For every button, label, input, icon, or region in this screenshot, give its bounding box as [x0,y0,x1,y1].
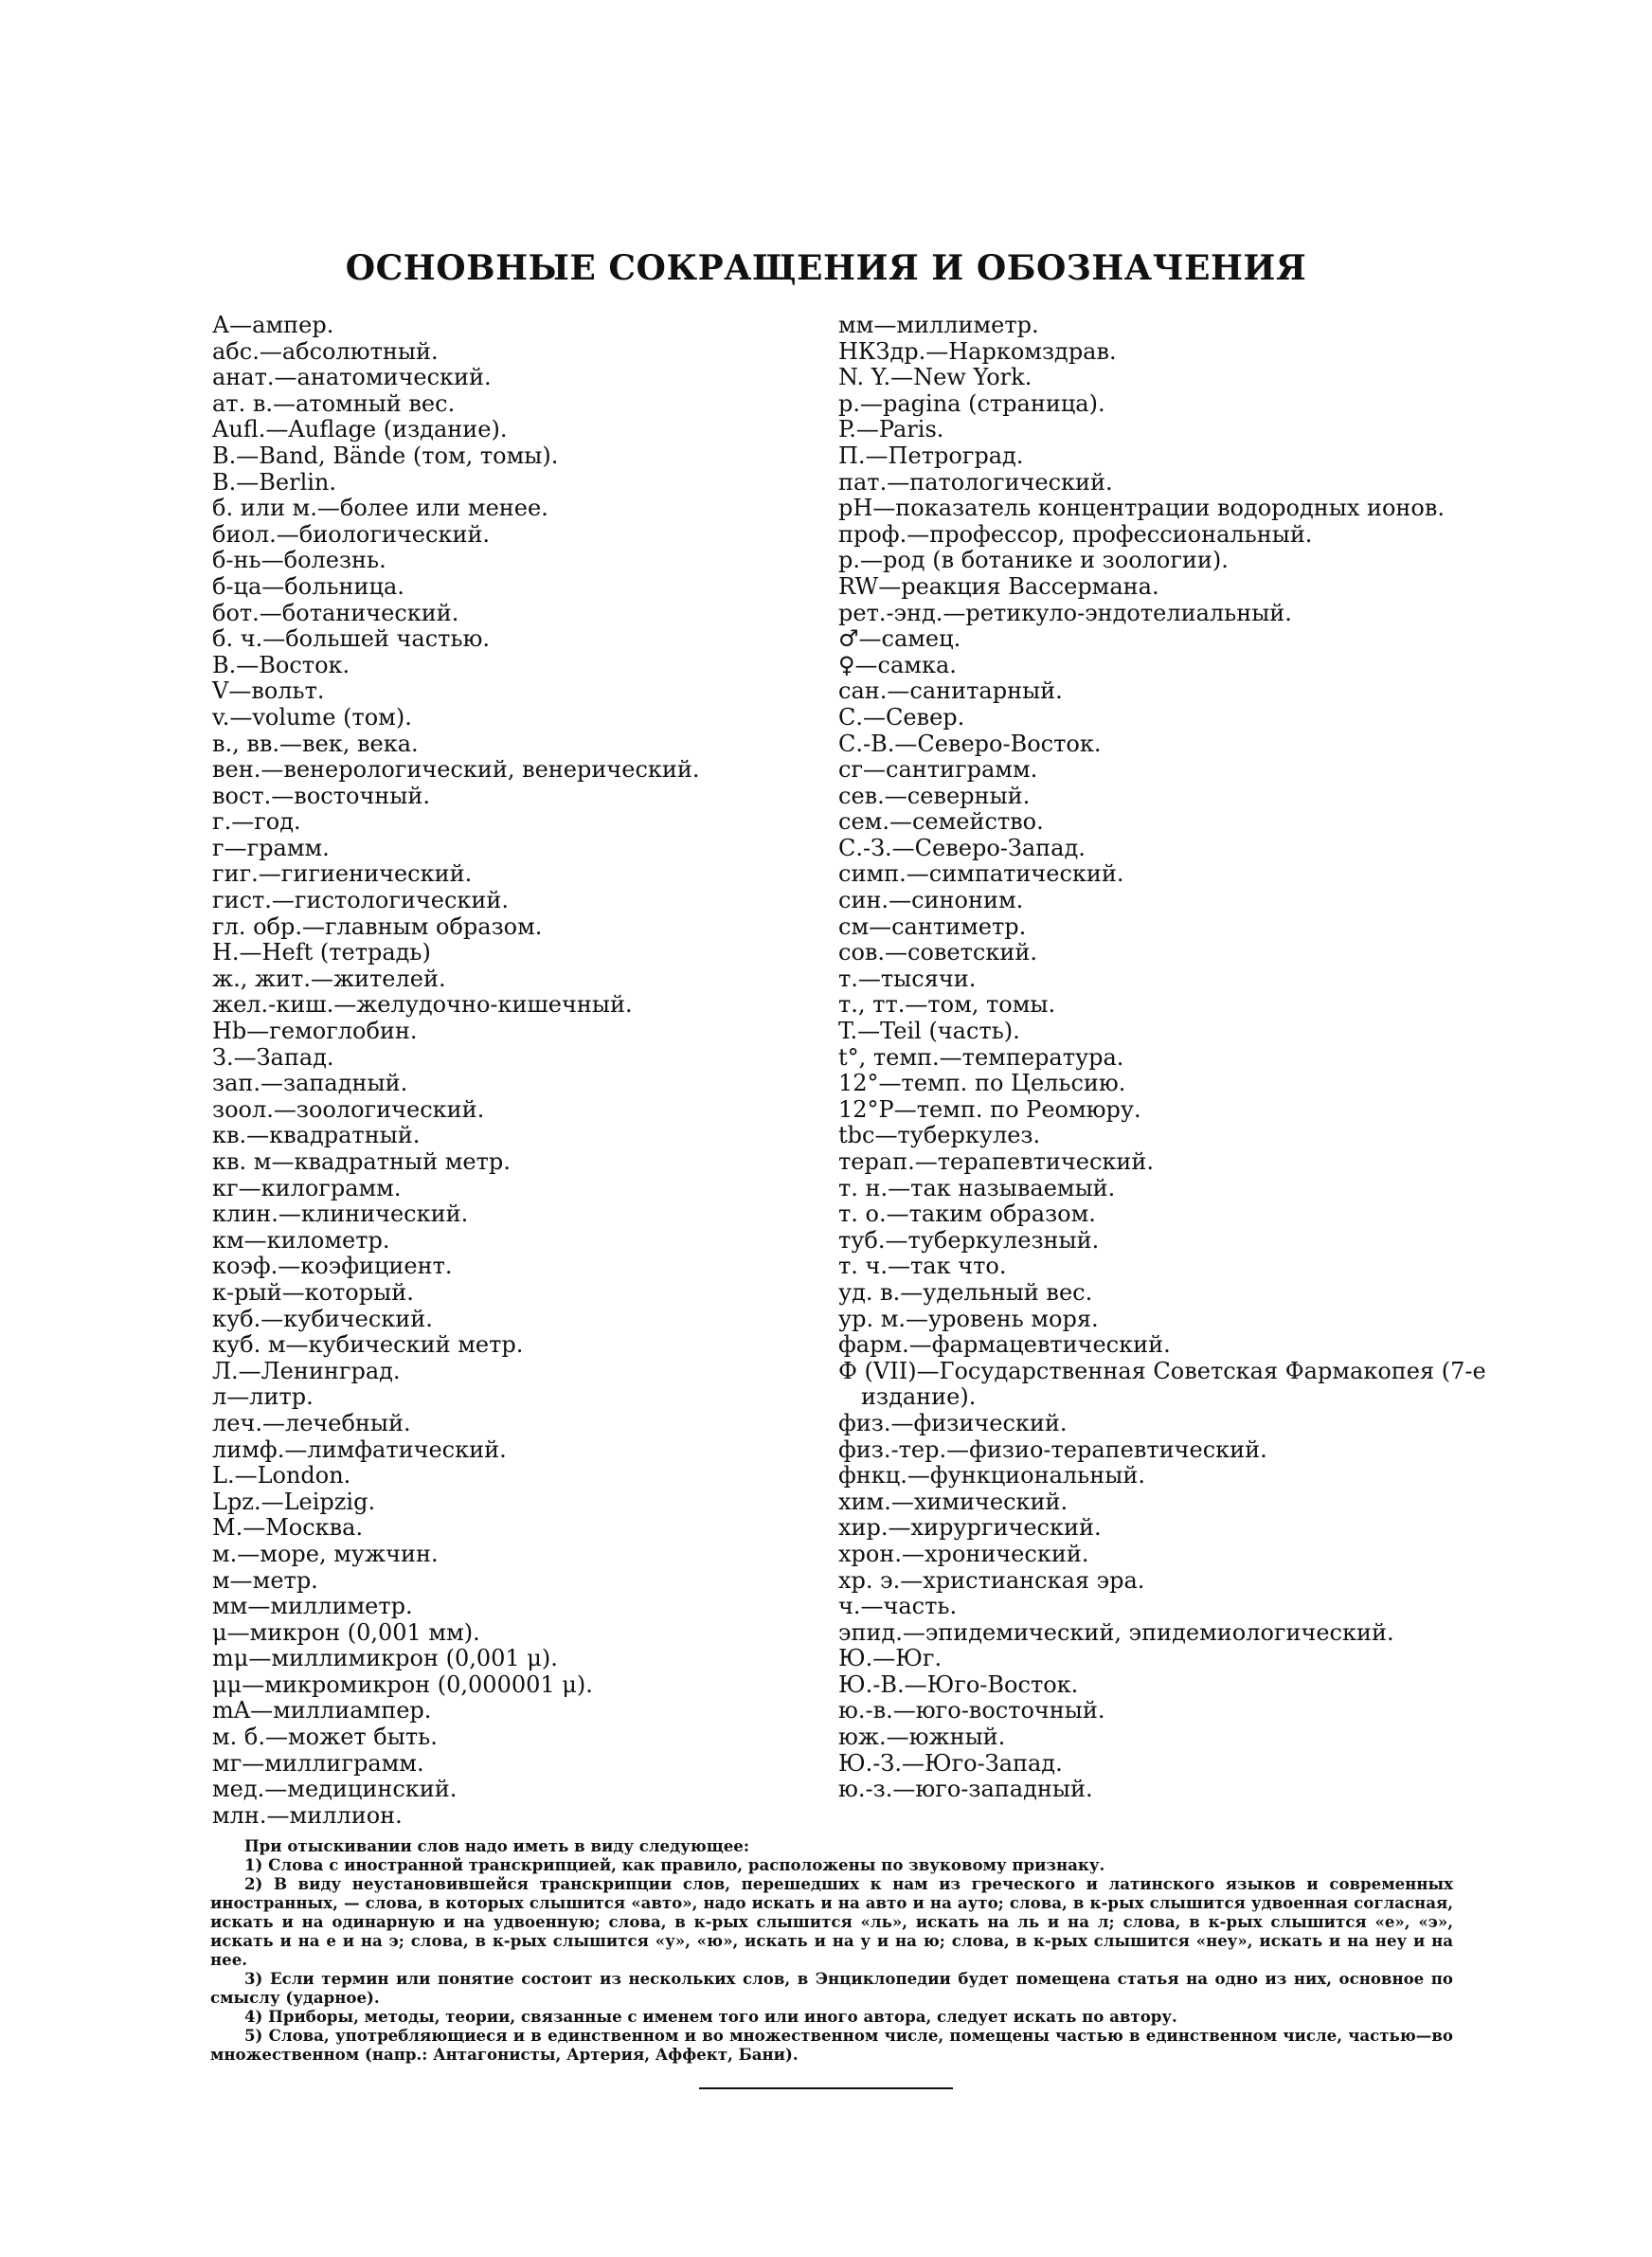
abbreviation-entry: т. ч.—так что. [838,1253,1007,1280]
abbreviation-entry: т. о.—таким образом. [838,1201,1096,1228]
abbreviation-entry: ж., жит.—жителей. [212,965,446,992]
abbreviation-entry: туб.—туберкулезный. [838,1226,1100,1254]
abbreviation-entry: симп.—симпатический. [838,860,1124,888]
abbreviation-entry: б-нь—болезнь. [212,547,386,574]
abbreviation-entry: жел.-киш.—желудочно-кишечный. [212,991,633,1019]
abbreviation-entry: Ю.-В.—Юго-Восток. [838,1670,1079,1698]
abbreviation-entry: P.—Paris. [838,416,944,443]
abbreviation-entry: B.—Berlin. [212,468,337,496]
abbreviation-entry: H.—Heft (тетрадь) [212,939,431,966]
abbreviation-entry: проф.—профессор, профессиональный. [838,520,1313,548]
abbreviation-entry: Hb—гемоглобин. [212,1018,418,1045]
lookup-notes [210,1836,1453,2064]
note-item: 1) Слова с иностранной транскрипцией, как правило, расположены по звуковому признаку. [244,1855,1105,1874]
abbreviation-entry: кв. м—квадратный метр. [212,1148,511,1175]
abbreviation-entry: зоол.—зоологический. [212,1095,485,1123]
abbreviation-entry: уд. в.—удельный вес. [838,1278,1093,1306]
abbreviation-entry: пат.—патологический. [838,468,1113,496]
abbreviation-entry: ат. в.—атомный вес. [212,389,456,417]
abbreviation-entry: сг—сантиграмм. [838,756,1038,784]
abbreviation-entry: гл. обр.—главным образом. [212,912,543,940]
abbreviations-left-column [212,313,866,1829]
abbreviation-entry: терап.—терапевтический. [838,1148,1155,1175]
abbreviation-entry: р.—род (в ботанике и зоологии). [838,547,1229,574]
abbreviation-entry: биол.—биологический. [212,520,491,548]
abbreviation-entry: хир.—хирургический. [838,1514,1102,1542]
abbreviation-entry: мм—миллиметр. [212,1593,413,1620]
abbreviation-entry: юж.—южный. [838,1724,1006,1751]
abbreviation-entry: физ.-тер.—физио-терапевтический. [838,1435,1267,1463]
abbreviation-entry: μ—микрон (0,001 мм). [212,1618,480,1646]
abbreviation-entry: леч.—лечебный. [212,1409,411,1436]
note-item: 3) Если термин или понятие состоит из нескольких слов, в Энциклопедии будет помещена статья на одно из них, основное по смыслу (ударное). [210,1969,1453,2007]
abbreviation-entry: mμ—миллимикрон (0,001 μ). [212,1645,558,1672]
abbreviation-entry: куб.—кубический. [212,1305,433,1332]
abbreviation-entry: 12°Р—темп. по Реомюру. [838,1095,1141,1123]
abbreviation-entry: физ.—физический. [838,1409,1068,1436]
closing-rule [699,2087,953,2089]
abbreviation-entry: T.—Teil (часть). [838,1018,1020,1045]
abbreviation-entry: RW—реакция Вассермана. [838,572,1159,600]
abbreviation-entry: С.—Север. [838,703,965,731]
abbreviation-entry: Ю.—Юг. [838,1645,943,1672]
abbreviation-entry: Lpz.—Leipzig. [212,1488,376,1515]
abbreviation-entry: м—метр. [212,1566,318,1594]
abbreviation-entry: Aufl.—Auflage (издание). [212,416,508,443]
abbreviation-entry: ю.-в.—юго-восточный. [838,1697,1105,1724]
abbreviation-entry: ур. м.—уровень моря. [838,1305,1099,1332]
page-title: ОСНОВНЫЕ СОКРАЩЕНИЯ И ОБОЗНАЧЕНИЯ [345,248,1307,288]
abbreviation-entry: млн.—миллион. [212,1801,403,1829]
abbreviation-entry: μμ—микромикрон (0,000001 μ). [212,1670,593,1698]
abbreviation-entry: хим.—химический. [838,1488,1068,1515]
abbreviation-entry: мм—миллиметр. [838,312,1039,338]
abbreviation-entry: км—километр. [212,1226,390,1254]
note-item: 5) Слова, употребляющиеся и в единственном и во множественном числе, помещены частью в единственном числе, частью—во множественном (напр.: Антагонисты, Артерия, Аффект, Бани). [210,2026,1453,2064]
abbreviation-entry: л—литр. [212,1383,314,1411]
abbreviation-entry: v.—volume (том). [212,703,412,731]
abbreviation-entry: сев.—северный. [838,782,1031,809]
abbreviation-entry: эпид.—эпидемический, эпидемиологический. [838,1618,1394,1646]
abbreviation-entry: t°, темп.—температура. [838,1043,1124,1071]
abbreviation-entry: вен.—венерологический, венерический. [212,756,700,784]
abbreviation-entry: сем.—семейство. [838,808,1044,836]
abbreviation-entry: мг—миллиграмм. [212,1749,424,1777]
abbreviation-entry: сан.—санитарный. [838,677,1063,705]
abbreviation-entry: син.—синоним. [838,887,1024,914]
abbreviation-entry: г—грамм. [212,834,330,861]
abbreviation-entry: хр. э.—христианская эра. [838,1566,1145,1594]
abbreviation-entry: 12°—темп. по Цельсию. [838,1070,1126,1097]
abbreviation-entry: м.—море, мужчин. [212,1540,439,1567]
abbreviation-entry: ♂—самец. [838,625,961,653]
abbreviation-entry: б. или м.—более или менее. [212,495,548,522]
abbreviation-entry: т. н.—так называемый. [838,1174,1116,1201]
abbreviation-entry: ю.-з.—юго-западный. [838,1776,1093,1803]
abbreviation-entry: лимф.—лимфатический. [212,1435,507,1463]
abbreviation-entry: pH—показатель концентрации водородных ионов. [838,495,1446,522]
note-item: 4) Приборы, методы, теории, связанные с именем того или иного автора, следует искать по автору. [244,2007,1177,2026]
abbreviation-entry: З.—Запад. [212,1043,334,1071]
abbreviation-entry: П.—Петроград. [838,442,1024,469]
abbreviation-entry: А—ампер. [212,312,334,338]
abbreviation-entry: С.-В.—Северо-Восток. [838,730,1102,757]
abbreviation-entry: фнкц.—функциональный. [838,1462,1145,1490]
abbreviation-entry: N. Y.—New York. [838,364,1032,391]
abbreviation-entry: б-ца—больница. [212,572,404,600]
abbreviation-entry: tbc—туберкулез. [838,1122,1041,1149]
abbreviation-entry: фарм.—фармацевтический. [838,1331,1171,1359]
abbreviation-entry: ♀—самка. [838,651,957,678]
abbreviation-entry: т., тт.—том, томы. [838,991,1056,1019]
abbreviation-entry: ч.—часть. [838,1593,958,1620]
abbreviation-entry: Ю.-З.—Юго-Запад. [838,1749,1063,1777]
abbreviation-entry: абс.—абсолютный. [212,337,439,365]
abbreviation-entry: Ф (VII)—Государственная Советская Фармакопея (7-е издание). [838,1357,1486,1411]
abbreviation-entry: B.—Band, Bände (том, томы). [212,442,559,469]
abbreviation-entry: М.—Москва. [212,1514,364,1542]
abbreviation-entry: куб. м—кубический метр. [212,1331,524,1359]
abbreviation-entry: г.—год. [212,808,301,836]
abbreviation-entry: сов.—советский. [838,939,1037,966]
note-item: 2) В виду неустановившейся транскрипции слов, перешедших к нам из греческого и латинского языков и современных иностранных, — слова, в которых слышится «авто», надо искать и на авто и на ауто; слова, в к-рых слышится удвоенная согласная, искать и на одинарную и на удвоенную; слова, в к-рых слышится «ль», искать на ль и на л; слова, в к-рых слышится «е», «э», искать и на е и на э; слова, в к-рых слышится «у», «ю», искать и на у и на ю; слова, в к-рых слышится «неу», искать и на неу и на нее. [210,1874,1453,1969]
abbreviation-entry: mA—миллиампер. [212,1697,432,1724]
abbreviation-entry: В.—Восток. [212,651,350,678]
abbreviation-entry: т.—тысячи. [838,965,977,992]
abbreviation-entry: вост.—восточный. [212,782,431,809]
abbreviation-entry: коэф.—коэфициент. [212,1253,453,1280]
abbreviation-entry: мед.—медицинский. [212,1776,458,1803]
abbreviation-entry: V—вольт. [212,677,325,705]
abbreviation-entry: гиг.—гигиенический. [212,860,473,888]
abbreviation-entry: бот.—ботанический. [212,599,459,626]
abbreviation-entry: м. б.—может быть. [212,1724,438,1751]
abbreviation-entry: б. ч.—большей частью. [212,625,491,653]
abbreviation-entry: кг—килограмм. [212,1174,402,1201]
abbreviation-entry: клин.—клинический. [212,1201,469,1228]
abbreviation-entry: к-рый—который. [212,1278,414,1306]
abbreviations-right-column [838,313,1492,1803]
abbreviation-entry: см—сантиметр. [838,912,1027,940]
abbreviation-entry: кв.—квадратный. [212,1122,421,1149]
abbreviation-entry: p.—pagina (страница). [838,389,1105,417]
abbreviation-entry: в., вв.—век, века. [212,730,419,757]
abbreviation-entry: НКЗдр.—Наркомздрав. [838,337,1117,365]
abbreviation-entry: С.-З.—Северо-Запад. [838,834,1086,861]
abbreviation-entry: гист.—гистологический. [212,887,510,914]
abbreviation-entry: рет.-энд.—ретикуло-эндотелиальный. [838,599,1292,626]
abbreviation-entry: Л.—Ленинград. [212,1357,401,1384]
abbreviation-entry: анат.—анатомический. [212,364,492,391]
abbreviation-entry: L.—London. [212,1462,351,1490]
abbreviation-entry: хрон.—хронический. [838,1540,1089,1567]
abbreviation-entry: зап.—западный. [212,1070,408,1097]
notes-intro: При отыскивании слов надо иметь в виду следующее: [244,1836,749,1855]
